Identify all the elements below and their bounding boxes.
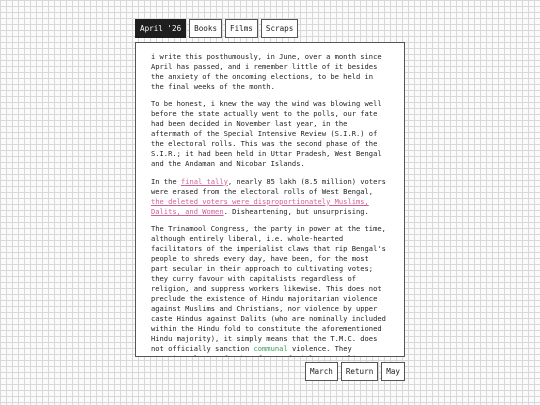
next-month-button[interactable]: May [381,362,405,381]
paragraph-2: To be honest, i knew the way the wind was blowing well before the state actually went to the polls, our fate had been decided in November last year, in the aftermath of the Special Intensive Review (S.I.R.) of the electoral rolls. This was the second phase of the S.I.R.; it had been held in Uttar Pradesh, West Bengal and the Andaman and Nicobar Islands. [151,99,382,169]
communal-highlight: communal [253,344,288,354]
return-button[interactable]: Return [341,362,378,381]
tab-films[interactable]: Films [225,19,258,38]
tab-april-26[interactable]: April '26 [135,19,186,38]
deleted-voters-link[interactable]: the deleted voters were disproportionately Muslims, Dalits, and Women [151,196,369,216]
paragraph-4 [151,224,390,357]
top-nav [135,19,298,38]
prev-month-button[interactable]: March [305,362,338,381]
p4-text-after: violence. They [291,344,352,354]
p3-text-middle: , nearly 85 lakh (8.5 million) voters were erased from the electoral rolls of West Bengal, [151,176,386,196]
p4-text-before: The Trinamool Congress, the party in power at the time, although entirely liberal, i.e. whole-hearted facilitators of the imperialist claws that rip Bengal's people to shreds every day, have been, for the most part secular in their approach to cultivating votes; they curry favour with capitalists regardless of religion, and suppress workers likewise. This does not preclude the existence of Hindu majoritarian violence against Muslims and Christians, nor violence by upper caste Hindus against Dalits (who are nominally included within the Hindu fold to constitute the aforementioned Hindu majority), it simply means that the T.M.C. does not officially sanction [151,223,386,354]
paragraph-1: i write this posthumously, in June, over a month since April has passed, and i remember little of it besides the anxiety of the oncoming elections, to be held in the final weeks of the month. [151,52,382,92]
p3-text-after: . Disheartening, but unsurprising. [223,206,369,216]
article-body[interactable] [135,42,405,357]
tab-scraps[interactable]: Scraps [261,19,298,38]
pager [305,362,405,381]
tab-books[interactable]: Books [189,19,222,38]
paragraph-3 [151,177,390,217]
final-tally-link[interactable]: final tally [180,176,228,186]
p3-text-before: In the [151,176,181,186]
